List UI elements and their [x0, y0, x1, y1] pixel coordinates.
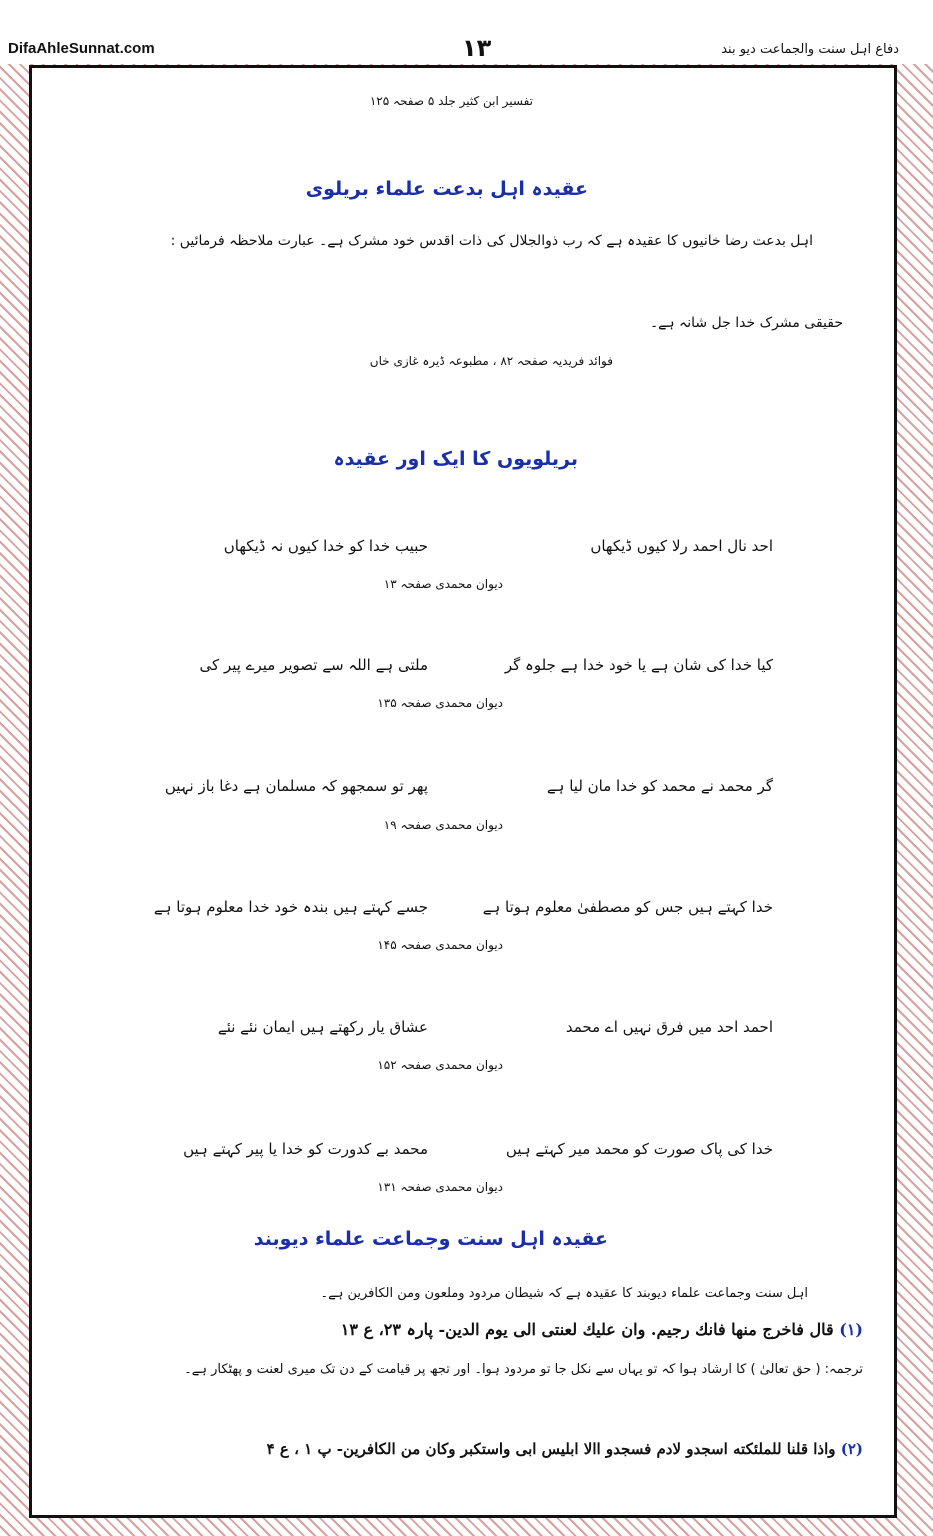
verse-2-right: کیا خدا کی شان ہے یا خود خدا ہے جلوہ گر: [504, 656, 773, 674]
verse-3-right: گر محمد نے محمد کو خدا مان لیا ہے: [546, 777, 773, 795]
page-number: ۱۳: [462, 34, 492, 62]
paragraph-2: اہل سنت وجماعت علماء دیوبند کا عقیدہ ہے کہ شیطان مردود وملعون ومن الکافرین ہے۔: [320, 1286, 808, 1301]
verse-2-left: ملتی ہے اللہ سے تصویر میرے پیر کی: [199, 656, 428, 674]
paragraph-1: اہل بدعت رضا خانیوں کا عقیدہ ہے کہ رب ذوالجلال کی ذات اقدس خود مشرک ہے۔ عبارت ملاحظہ فرمائیں :: [170, 233, 813, 249]
heading-another-belief: بریلویوں کا ایک اور عقیدہ: [333, 448, 578, 470]
verse-6-right: خدا کی پاک صورت کو محمد میر کہتے ہیں: [505, 1140, 773, 1158]
verse-3-left: پھر تو سمجھو کہ مسلمان ہے دغا باز نہیں: [164, 777, 428, 795]
verse-5-ref: دیوان محمدی صفحہ ۱۵۲: [377, 1058, 503, 1072]
verse-1-right: احد نال احمد رلا کیوں ڈیکھاں: [590, 537, 773, 555]
header-bar: [0, 0, 933, 64]
item-2: [267, 1440, 863, 1458]
item-1-text: قال فاخرج منها فانك رجيم. وان عليك لعنتی الی یوم الدين- پارہ ۲۳، ع ۱۳: [340, 1320, 834, 1339]
heading-barelvi-belief: عقیدہ اہل بدعت علماء بریلوی: [305, 178, 588, 200]
reference-1: فوائد فریدیہ صفحہ ۸۲ ، مطبوعہ ڈیرہ غازی خاں: [369, 354, 613, 368]
running-title: دفاع اہل سنت والجماعت دیو بند: [721, 42, 899, 57]
verse-2-ref: دیوان محمدی صفحہ ۱۳۵: [377, 696, 503, 710]
verse-4-ref: دیوان محمدی صفحہ ۱۴۵: [377, 938, 503, 952]
verse-4-right: خدا کہتے ہیں جس کو مصطفیٰ معلوم ہوتا ہے: [482, 898, 773, 916]
item-2-number: (۲): [840, 1440, 863, 1458]
verse-1-left: حبیب خدا کو خدا کیوں نہ ڈیکھاں: [223, 537, 428, 555]
verse-5-left: عشاق یار رکھتے ہیں ایمان نئے نئے: [217, 1018, 428, 1036]
verse-4-left: جسے کہتے ہیں بندہ خود خدا معلوم ہوتا ہے: [153, 898, 428, 916]
heading-deobandi-belief: عقیدہ اہل سنت وجماعت علماء دیوبند: [253, 1228, 608, 1250]
quote-1: حقیقی مشرک خدا جل شانہ ہے۔: [649, 315, 843, 331]
verse-3-ref: دیوان محمدی صفحہ ۱۹: [383, 818, 503, 832]
verse-1-ref: دیوان محمدی صفحہ ۱۳: [383, 577, 503, 591]
item-1: [341, 1320, 863, 1339]
verse-6-ref: دیوان محمدی صفحہ ۱۳۱: [377, 1180, 503, 1194]
item-1-number: (۱): [839, 1320, 863, 1339]
site-name[interactable]: DifaAhleSunnat.com: [8, 40, 155, 57]
verse-6-left: محمد بے کدورت کو خدا یا پیر کہتے ہیں: [183, 1140, 428, 1158]
item-2-text: واذا قلنا للملئكته اسجدو لادم فسجدو االا ابليس ابی واستكبر وكان من الكافرين- پ ۱ ، ع ۴: [266, 1440, 836, 1458]
verse-5-right: احمد احد میں فرق نہیں اے محمد: [565, 1018, 773, 1036]
reference-top: تفسیر ابن کثیر جلد ۵ صفحہ ۱۲۵: [369, 94, 533, 108]
translation: ترجمہ: ( حق تعالیٰ ) کا ارشاد ہوا کہ تو یہاں سے نکل جا تو مردود ہوا۔ اور تجھ پر قیامت کے دن تک میری لعنت و پھٹکار ہے۔: [184, 1362, 863, 1377]
